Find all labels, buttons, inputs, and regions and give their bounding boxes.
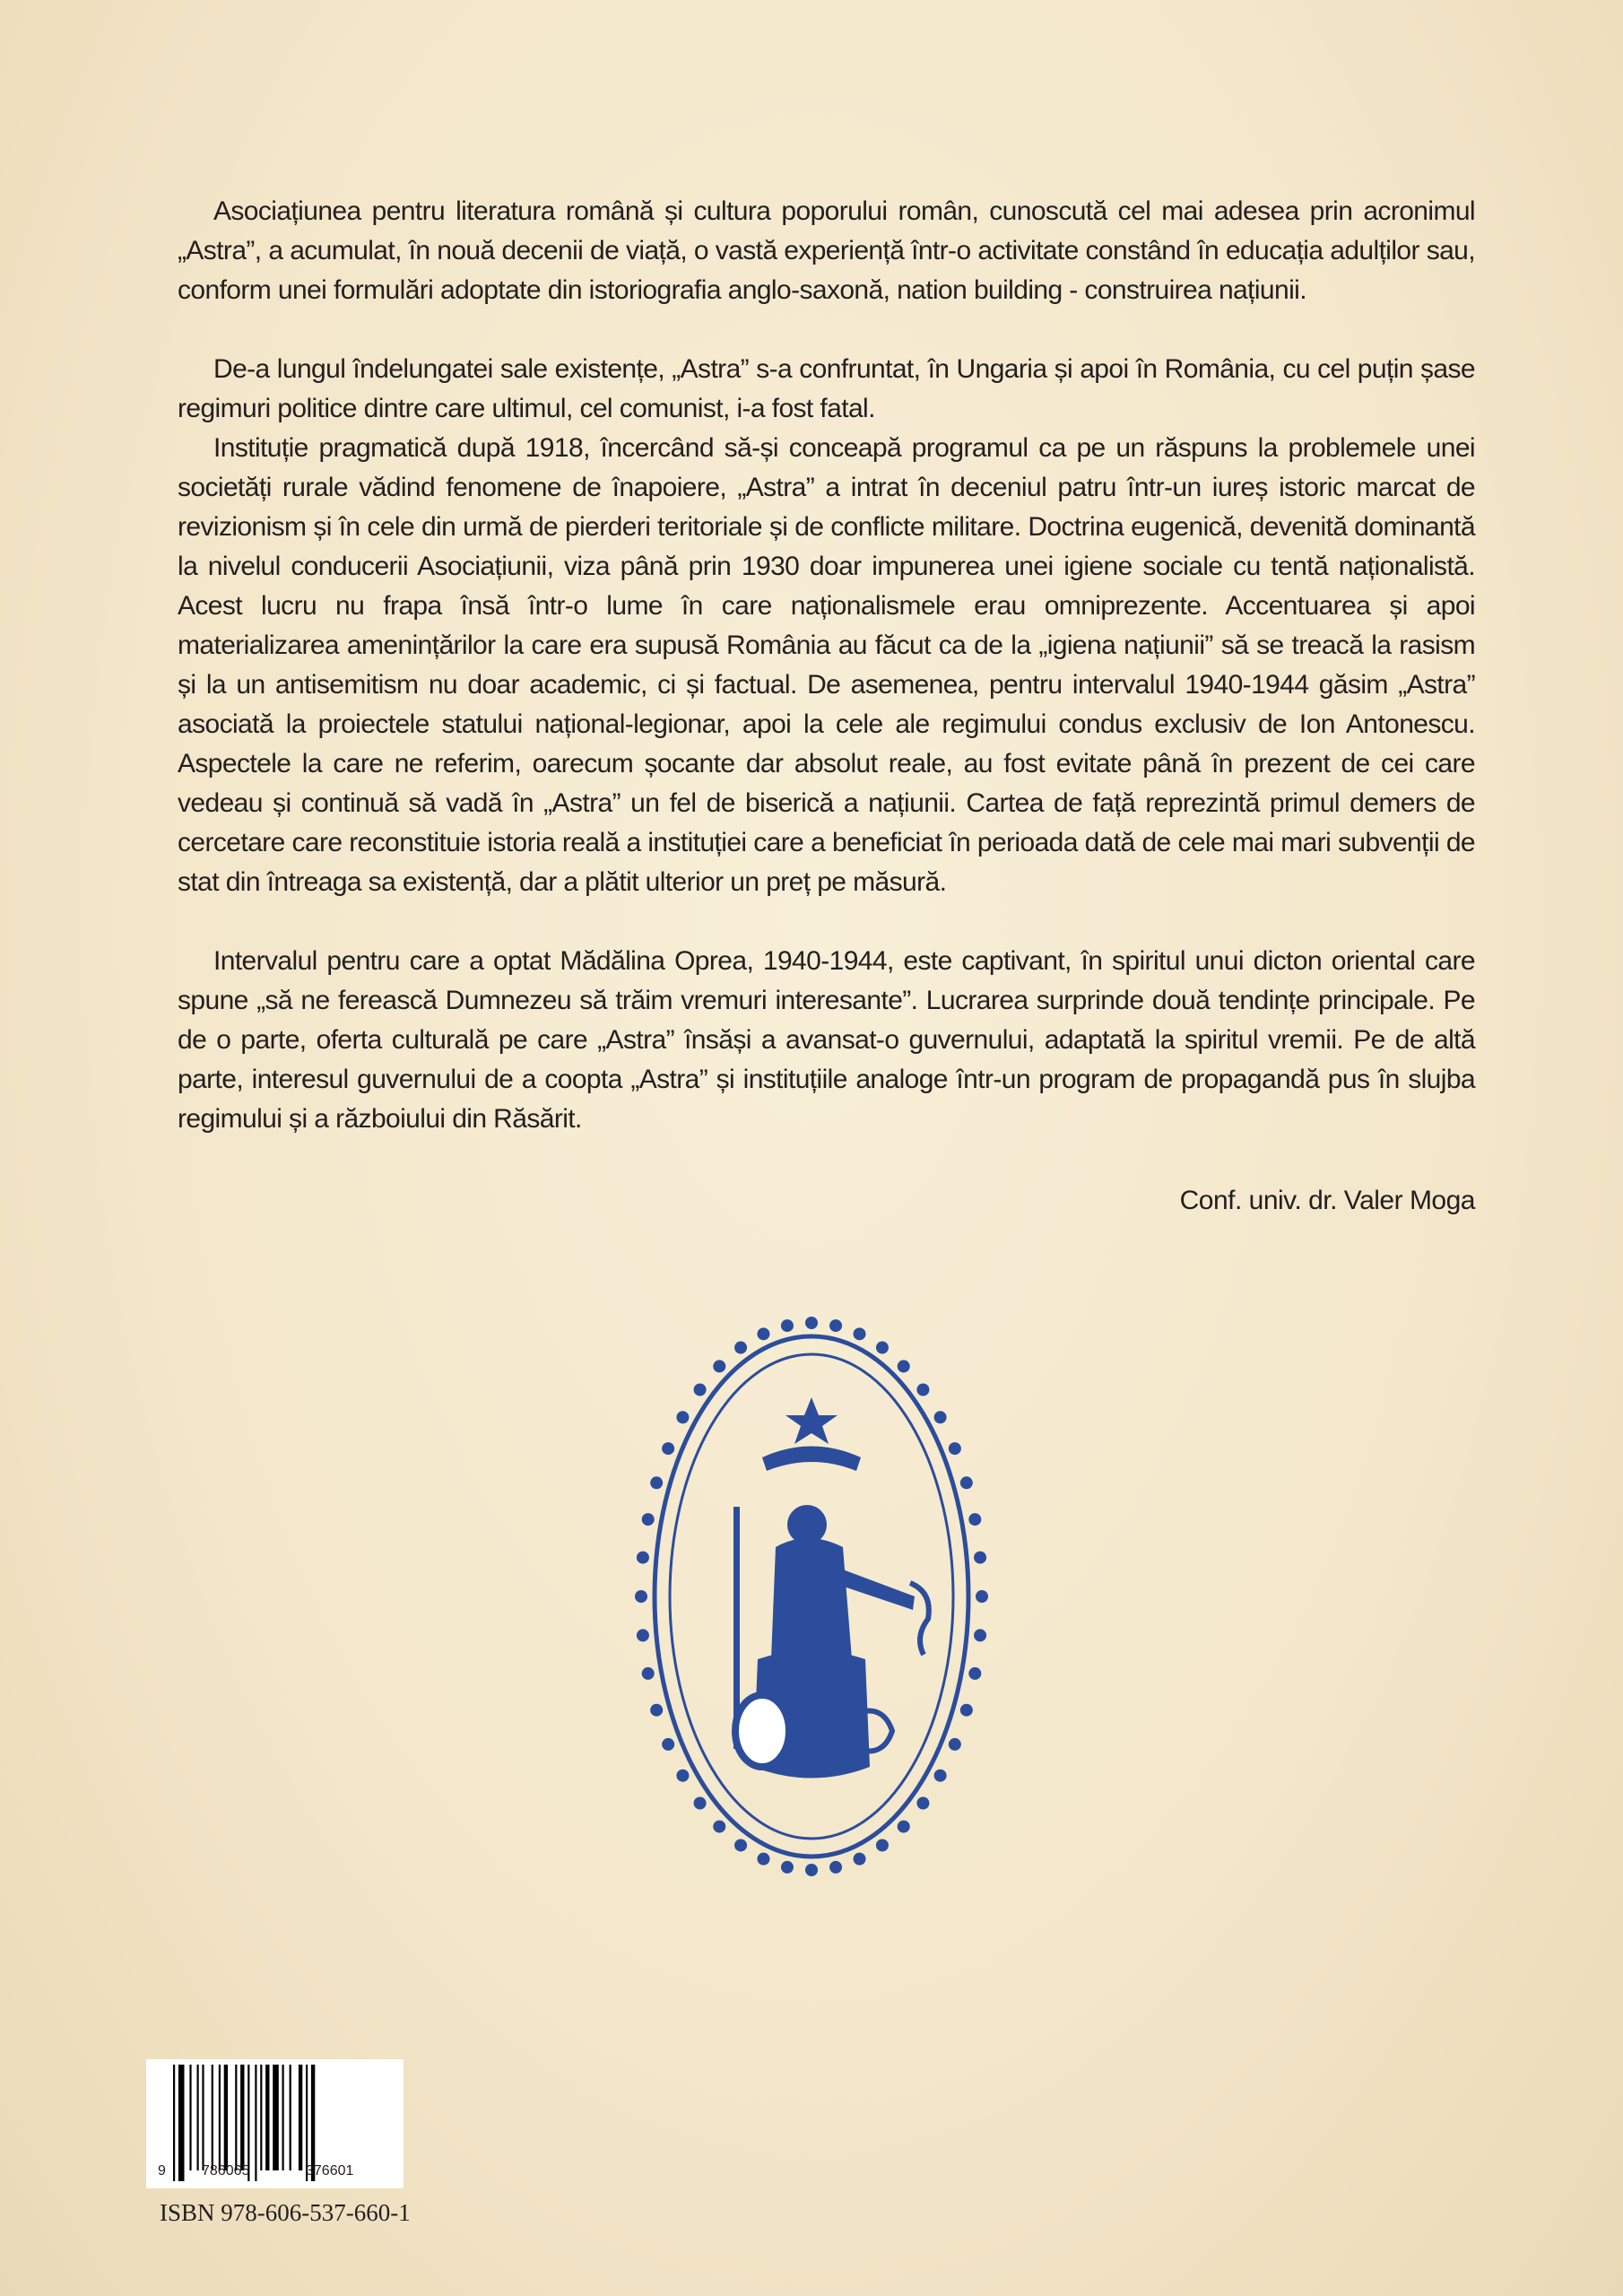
barcode-digits-right: 376601	[306, 2163, 354, 2179]
astra-emblem-icon	[628, 1300, 995, 1892]
barcode-digits-middle: 786065	[202, 2163, 250, 2179]
author-signature: Conf. univ. dr. Valer Moga	[1179, 1186, 1475, 1215]
isbn: ISBN 978-606-537-660-1	[160, 2199, 411, 2226]
barcode	[146, 2059, 404, 2188]
paragraph-1: Asociațiunea pentru literatura română și cultura poporului român, cunoscută cel mai adesea prin acronimul „Astra”, a acumulat, în nouă decenii de viață, o vastă experiență într-o activitate constând în educația adulților sau, conform unei formulări adoptate din istoriografia anglo-saxonă, nation building - construirea națiunii.	[178, 196, 1475, 305]
back-cover-text	[178, 192, 1475, 1139]
paragraph-3: Instituție pragmatică după 1918, încercând să-și conceapă programul ca pe un răspuns la problemele unei societăți rurale vădind fenomene de înapoiere, „Astra” a intrat în deceniul patru într-un iureș istoric marcat de revizionism și în cele din urmă de pierderi teritoriale și de conflicte militare. Doctrina eugenică, devenită dominantă la nivelul conducerii Asociațiunii, viza până prin 1930 doar impunerea unei igiene sociale cu tentă naționalistă. Acest lucru nu frapa însă într-o lume în care naționalismele erau omniprezente. Accentuarea și apoi materializarea amenințărilor la care era supusă România au făcut ca de la „igiena națiunii” să se treacă la rasism și la un antisemitism nu doar academic, ci și factual. De asemenea, pentru intervalul 1940-1944 găsim „Astra” asociată la proiectele statului național-legionar, apoi la cele ale regimului condus exclusiv de Ion Antonescu. Aspectele la care ne referim, oarecum șocante dar absolut reale, au fost evitate până în prezent de cei care vedeau și continuă să vadă în „Astra” un fel de biserică a națiunii. Cartea de față reprezintă primul demers de cercetare care reconstituie istoria reală a instituției care a beneficiat în perioada dată de cele mai mari subvenții de stat din întreaga sa existență, dar a plătit ulterior un preț pe măsură.	[178, 433, 1475, 897]
paragraph-4: Intervalul pentru care a optat Mădălina Oprea, 1940-1944, este captivant, în spiritul unui dicton oriental care spune „să ne ferească Dumnezeu să trăim vremuri interesante”. Lucrarea surprinde două tendințe principale. Pe de o parte, oferta culturală pe care „Astra” însăși a avansat-o guvernului, adaptată la spiritul vremii. Pe de altă parte, interesul guvernului de a coopta „Astra” și instituțiile analoge într-un program de propagandă pus în slujba regimului și a războiului din Răsărit.	[178, 946, 1475, 1134]
paragraph-2: De-a lungul îndelungatei sale existențe, „Astra” s-a confruntat, în Ungaria și apoi în România, cu cel puțin șase regimuri politice dintre care ultimul, cel comunist, i-a fost fatal.	[178, 354, 1475, 423]
barcode-digit-left: 9	[158, 2163, 166, 2179]
